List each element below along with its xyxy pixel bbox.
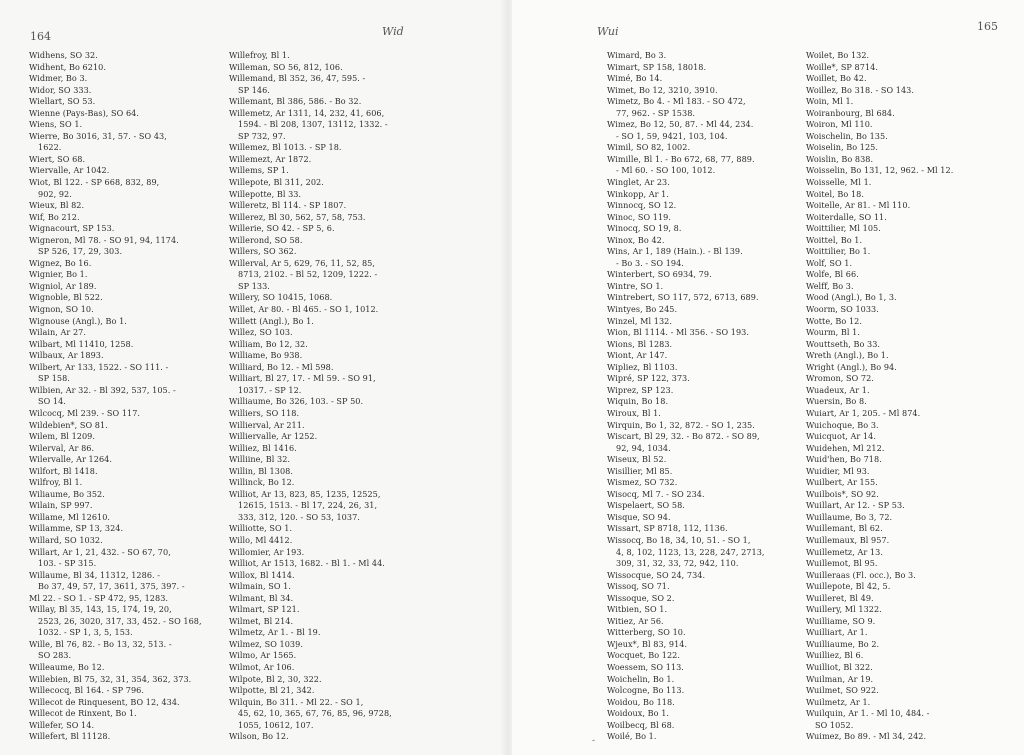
index-entry-continuation: 12615, 1513. - Bl 17, 224, 26, 31,	[238, 500, 378, 511]
index-entry-continuation: 1622.	[38, 142, 62, 153]
index-column	[229, 50, 392, 743]
index-entry: Willo, Ml 4412.	[229, 534, 293, 545]
index-entry: Wiens, SO 1.	[29, 119, 83, 130]
index-entry: Ml 22. - SO 1. - SP 472, 95, 1283.	[29, 592, 169, 603]
index-entry: Willemezt, Ar 1872.	[229, 153, 312, 164]
index-entry: Woiranbourg, Bl 684.	[806, 107, 895, 118]
index-entry: Wigneron, Ml 78. - SO 91, 94, 1174.	[29, 234, 179, 245]
index-entry: Wignacourt, SP 153.	[29, 223, 115, 234]
index-entry: Wimé, Bo 14.	[607, 73, 663, 84]
index-entry: Wissart, SP 8718, 112, 1136.	[607, 523, 728, 534]
running-head-left: Wid	[382, 25, 404, 38]
index-entry: Wintyes, Bo 245.	[607, 304, 678, 315]
index-entry: Wilquin, Bo 311. - Ml 22. - SO 1,	[229, 696, 364, 707]
index-entry: Wimetz, Bo 4. - Ml 183. - SO 472,	[607, 96, 746, 107]
index-entry: Wuilbert, Ar 155.	[806, 477, 878, 488]
index-entry: Wiprez, SP 123.	[607, 384, 674, 395]
index-entry: Wimard, Bo 3.	[607, 50, 667, 60]
index-entry: Wuid'hen, Bo 718.	[806, 454, 882, 465]
index-entry: Wilmo, Ar 1565.	[229, 650, 297, 661]
index-entry: Willecot de Rinxent, Bo 1.	[29, 708, 137, 719]
index-entry: Woidou, Bo 118.	[607, 696, 675, 707]
index-entry: Willepote, Bl 311, 202.	[229, 177, 324, 188]
index-entry: Willery, SO 10415, 1068.	[229, 292, 333, 303]
margin-mark: -	[592, 736, 596, 746]
index-entry: Williot, Ar 13, 823, 85, 1235, 12525,	[229, 488, 381, 499]
index-entry-continuation: SO 14.	[38, 396, 66, 407]
index-entry: Wromon, SO 72.	[806, 373, 874, 384]
index-entry-continuation: SP 732, 97.	[238, 130, 286, 141]
index-entry: Wilem, Bl 1209.	[29, 431, 95, 442]
index-entry: Wilcocq, Ml 239. - SO 117.	[29, 407, 141, 418]
index-entry: Willett (Angl.), Bo 1.	[229, 315, 314, 326]
index-entry: Wipré, SP 122, 373.	[607, 373, 690, 384]
left-page	[0, 0, 505, 755]
index-entry: Woittilier, Ml 105.	[806, 223, 881, 234]
index-entry: Woorm, SO 1033.	[806, 304, 879, 315]
index-entry-continuation: Bo 37, 49, 57, 17, 3611, 375, 397. -	[38, 581, 185, 592]
index-entry: Wins, Ar 1, 189 (Hain.). - Bl 139.	[607, 246, 743, 257]
index-entry: Woessem, SO 113.	[607, 661, 684, 672]
index-entry: Widmer, Bo 3.	[29, 73, 88, 84]
index-entry: Wolf, SO 1.	[806, 257, 853, 268]
index-entry-continuation: SP 133.	[238, 280, 270, 291]
index-entry: Wuillart, Ar 12. - SP 53.	[806, 500, 905, 511]
index-entry-continuation: SO 283.	[38, 650, 72, 661]
index-entry: Wuilleraas (Fl. occ.), Bo 3.	[806, 569, 916, 580]
index-entry: Willefer, SO 14.	[29, 719, 95, 730]
index-entry: Woiterdalle, SO 11.	[806, 211, 887, 222]
index-entry: Wilmez, SO 1039.	[229, 638, 303, 649]
index-entry: Wolfe, Bl 66.	[806, 269, 859, 280]
index-entry: Winzel, Ml 132.	[607, 315, 672, 326]
index-entry: Williervalle, Ar 1252.	[229, 431, 318, 442]
index-entry: Wuillemant, Bl 62.	[806, 523, 883, 534]
index-entry-continuation: - Ml 60. - SO 100, 1012.	[616, 165, 716, 176]
index-entry: Willems, SP 1.	[229, 165, 289, 176]
index-entry: Willepotte, Bl 33.	[229, 188, 302, 199]
index-entry: Wignier, Bo 1.	[29, 269, 88, 280]
index-entry: Wisocq, Ml 7. - SO 234.	[607, 488, 705, 499]
index-entry: Williotte, SO 1.	[229, 523, 293, 534]
index-entry: Wuilliame, SO 9.	[806, 615, 876, 626]
index-entry: Williart, Bl 27, 17. - Ml 59. - SO 91,	[229, 373, 376, 384]
index-entry-continuation: 309, 31, 32, 33, 72, 942, 110.	[616, 558, 739, 569]
index-entry: Woillez, Bo 318. - SO 143.	[806, 84, 914, 95]
index-entry-continuation: SP 146.	[238, 84, 270, 95]
index-entry: Wiellart, SO 53.	[29, 96, 96, 107]
index-entry-continuation: 333, 312, 120. - SO 53, 1037.	[238, 511, 360, 522]
index-entry: Widhens, SO 32.	[29, 50, 98, 60]
index-entry: Woittel, Bo 1.	[806, 234, 863, 245]
index-entry: Wolcogne, Bo 113.	[607, 685, 685, 696]
index-entry: Wilmart, SP 121.	[229, 604, 300, 615]
index-entry: Wilbaux, Ar 1893.	[29, 350, 104, 361]
index-entry: Wilbien, Ar 32. - Bl 392, 537, 105. -	[29, 384, 176, 395]
index-entry: Wilfort, Bl 1418.	[29, 465, 98, 476]
index-entry: Woislin, Bo 838.	[806, 153, 874, 164]
index-entry: Willox, Bl 1414.	[229, 569, 295, 580]
index-entry: Wuillaume, Bo 3, 72.	[806, 511, 893, 522]
index-entry: Winoc, SO 119.	[607, 211, 672, 222]
index-entry: Wilain, Ar 27.	[29, 327, 86, 338]
index-entry: Wouttseth, Bo 33.	[806, 338, 881, 349]
index-entry-continuation: SP 526, 17, 29, 303.	[38, 246, 123, 257]
running-head-right: Wui	[597, 25, 619, 38]
index-entry: Willefroy, Bl 1.	[229, 50, 290, 60]
index-entry: Witiez, Ar 56.	[607, 615, 664, 626]
index-entry-continuation: 4, 8, 102, 1123, 13, 228, 247, 2713,	[616, 546, 765, 557]
index-entry: Willerond, SO 58.	[229, 234, 303, 245]
index-entry: Wille, Bl 76, 82. - Bo 13, 32, 513. -	[29, 638, 172, 649]
index-entry: Willemetz, Ar 1311, 14, 232, 41, 606,	[229, 107, 385, 118]
index-entry: Willay, Bl 35, 143, 15, 174, 19, 20,	[29, 604, 172, 615]
index-entry: Wilpote, Bl 2, 30, 322.	[229, 673, 322, 684]
index-entry: Wuilmetz, Ar 1.	[806, 696, 871, 707]
index-entry: Willamme, SP 13, 324.	[29, 523, 124, 534]
index-entry: Wiervalle, Ar 1042.	[29, 165, 110, 176]
index-entry: Wigniol, Ar 189.	[29, 280, 97, 291]
index-entry-continuation: SP 158.	[38, 373, 70, 384]
index-entry: Wimet, Bo 12, 3210, 3910.	[607, 84, 718, 95]
index-entry: Willart, Ar 1, 21, 432. - SO 67, 70,	[29, 546, 171, 557]
index-entry: Wiert, SO 68.	[29, 153, 86, 164]
index-entry-continuation: - SO 1, 59, 9421, 103, 104.	[616, 130, 728, 141]
index-entry: Wilervalle, Ar 1264.	[29, 454, 112, 465]
index-entry: Woille*, SP 8714.	[806, 61, 878, 72]
index-entry: Wilmain, SO 1.	[229, 581, 291, 592]
index-entry: Williot, Ar 1513, 1682. - Bl 1. - Ml 44.	[229, 558, 385, 569]
index-entry: Winterbert, SO 6934, 79.	[607, 269, 712, 280]
index-entry: Wiseux, Bl 52.	[607, 454, 667, 465]
index-entry: Wourm, Bl 1.	[806, 327, 860, 338]
index-entry: Wjeux*, Bl 83, 914.	[607, 638, 688, 649]
index-entry: Willet, Ar 80. - Bl 465. - SO 1, 1012.	[229, 304, 379, 315]
index-column	[607, 50, 765, 743]
index-entry: Wirquin, Bo 1, 32, 872. - SO 1, 235.	[607, 419, 755, 430]
index-entry: Wuilleret, Bl 49.	[806, 592, 874, 603]
index-entry: Wiot, Bl 122. - SP 668, 832, 89,	[29, 177, 160, 188]
index-entry: Winglet, Ar 23.	[607, 177, 670, 188]
index-entry-continuation: 902, 92.	[38, 188, 72, 199]
index-entry: Wieux, Bl 82.	[29, 200, 85, 211]
index-entry: Wipliez, Bl 1103.	[607, 361, 678, 372]
index-entry: Wimart, SP 158, 18018.	[607, 61, 707, 72]
index-entry: Willard, SO 1032.	[29, 534, 103, 545]
index-entry: Willemant, Bl 386, 586. - Bo 32.	[229, 96, 362, 107]
right-page	[512, 0, 1024, 755]
index-entry: Wispelaert, SO 58.	[607, 500, 685, 511]
index-entry: Wilmet, Bl 214.	[229, 615, 294, 626]
index-entry: Welff, Bo 3.	[806, 280, 854, 291]
index-entry: Wisillier, Ml 85.	[607, 465, 673, 476]
index-entry-continuation: 77, 962. - SP 1538.	[616, 107, 696, 118]
index-entry: Willemand, Bl 352, 36, 47, 595. -	[229, 73, 366, 84]
index-entry: Wilmant, Bl 34.	[229, 592, 294, 603]
index-entry: Woillet, Bo 42.	[806, 73, 867, 84]
index-column	[29, 50, 202, 743]
index-entry: Woilé, Bo 1.	[607, 731, 657, 742]
index-entry: Wreth (Angl.), Bo 1.	[806, 350, 889, 361]
index-entry: Willerez, Bl 30, 562, 57, 58, 753.	[229, 211, 366, 222]
index-entry: Wissoque, SO 2.	[607, 592, 675, 603]
index-entry: Willin, Bl 1308.	[229, 465, 293, 476]
index-entry: Willierval, Ar 211.	[229, 419, 305, 430]
index-entry: Willerie, SO 42. - SP 5, 6.	[229, 223, 335, 234]
index-entry: Wuiart, Ar 1, 205. - Ml 874.	[806, 407, 921, 418]
index-entry: Woilbecq, Bl 68.	[607, 719, 675, 730]
index-entry: Woin, Ml 1.	[806, 96, 854, 107]
index-entry: Wuilliaume, Bo 2.	[806, 638, 880, 649]
index-entry: Wilmot, Ar 106.	[229, 661, 295, 672]
index-entry: Woiron, Ml 110.	[806, 119, 873, 130]
index-entry: Wotte, Bo 12.	[806, 315, 862, 326]
index-entry: Willeman, SO 56, 812, 106.	[229, 61, 343, 72]
index-entry: Wuadeux, Ar 1.	[806, 384, 870, 395]
index-entry: Wuilliart, Ar 1.	[806, 627, 868, 638]
index-entry: Witbien, SO 1.	[607, 604, 668, 615]
index-entry: Wildebien*, SO 81.	[29, 419, 108, 430]
index-entry: Willaume, Bl 34, 11312, 1286. -	[29, 569, 161, 580]
index-entry: Witterberg, SO 10.	[607, 627, 686, 638]
index-entry: Willemez, Bl 1013. - SP 18.	[229, 142, 342, 153]
index-entry: Wocquet, Bo 122.	[607, 650, 680, 661]
index-entry: Woitelle, Ar 81. - Ml 110.	[806, 200, 911, 211]
index-entry: Willomier, Ar 193.	[229, 546, 305, 557]
index-entry: Wright (Angl.), Bo 94.	[806, 361, 897, 372]
index-entry-continuation: - Bo 3. - SO 194.	[616, 257, 684, 268]
index-entry: Wuillepote, Bl 42, 5.	[806, 581, 891, 592]
index-entry: Woilet, Bo 132.	[806, 50, 870, 60]
index-entry: Willinck, Bo 12.	[229, 477, 295, 488]
index-entry: Willefert, Bl 11128.	[29, 731, 111, 742]
index-entry: Woisselle, Ml 1.	[806, 177, 872, 188]
index-entry: Willecot de Rinquesent, BO 12, 434.	[29, 696, 180, 707]
index-entry: Wion, Bl 1114. - Ml 356. - SO 193.	[607, 327, 749, 338]
index-entry: Wuillemaux, Bl 957.	[806, 534, 890, 545]
index-entry: Willebien, Bl 75, 32, 31, 354, 362, 373.	[29, 673, 192, 684]
index-entry: Wuilliot, Bl 322.	[806, 661, 873, 672]
index-entry: Wuilliez, Bl 6.	[806, 650, 864, 661]
index-entry: Williez, Bl 1416.	[229, 442, 297, 453]
index-entry: Wuilmet, SO 922.	[806, 685, 879, 696]
page-number-left: 164	[30, 30, 51, 43]
index-entry: Woischelin, Bo 135.	[806, 130, 888, 141]
index-entry: Willeretz, Bl 114. - SP 1807.	[229, 200, 347, 211]
index-entry: Wissocq, Bo 18, 34, 10, 51. - SO 1,	[607, 534, 751, 545]
index-entry: Woidoux, Bo 1.	[607, 708, 670, 719]
index-entry: Wuidier, Ml 93.	[806, 465, 870, 476]
index-entry-continuation: 8713, 2102. - Bl 52, 1209, 1222. -	[238, 269, 378, 280]
index-entry: Wisque, SO 94.	[607, 511, 671, 522]
index-entry: Wimez, Bo 12, 50, 87. - Ml 44, 234.	[607, 119, 754, 130]
index-entry: Wiroux, Bl 1.	[607, 407, 661, 418]
index-entry: Winox, Bo 42.	[607, 234, 665, 245]
index-entry: Woisselin, Bo 131, 12, 962. - Ml 12.	[806, 165, 954, 176]
index-entry-continuation: 10317. - SP 12.	[238, 384, 302, 395]
index-entry: Wiont, Ar 147.	[607, 350, 668, 361]
index-entry: Wignouse (Angl.), Bo 1.	[29, 315, 127, 326]
index-entry: Woitel, Bo 18.	[806, 188, 864, 199]
index-entry: Wuichoque, Bo 3.	[806, 419, 879, 430]
index-entry: Wignez, Bo 16.	[29, 257, 92, 268]
index-entry: Willez, SO 103.	[229, 327, 293, 338]
index-entry: Winnocq, SO 12.	[607, 200, 677, 211]
index-entry: Wintre, SO 1.	[607, 280, 664, 291]
index-entry: Wimille, Bl 1. - Bo 672, 68, 77, 889.	[607, 153, 755, 164]
index-entry-continuation: 45, 62, 10, 365, 67, 76, 85, 96, 9728,	[238, 708, 392, 719]
index-entry: Winocq, SO 19, 8.	[607, 223, 682, 234]
index-entry: Wilfroy, Bl 1.	[29, 477, 83, 488]
index-entry-continuation: 103. - SP 315.	[38, 558, 97, 569]
index-entry: Wilmetz, Ar 1. - Bl 19.	[229, 627, 321, 638]
index-entry: Widhent, Bo 6210.	[29, 61, 106, 72]
index-column	[806, 50, 953, 743]
index-entry-continuation: 1594. - Bl 208, 1307, 13112, 1332. -	[238, 119, 388, 130]
index-entry: Wuillery, Ml 1322.	[806, 604, 882, 615]
index-entry: Wienne (Pays-Bas), SO 64.	[29, 107, 139, 118]
index-entry: Wuillemot, Bl 95.	[806, 558, 878, 569]
index-entry: Wood (Angl.), Bo 1, 3.	[806, 292, 897, 303]
index-entry: Williine, Bl 32.	[229, 454, 291, 465]
index-entry: Wignon, SO 10.	[29, 304, 94, 315]
index-entry: Willeaume, Bo 12.	[29, 661, 105, 672]
index-entry: Wilbert, Ar 133, 1522. - SO 111. -	[29, 361, 169, 372]
index-entry: Williaume, Bo 326, 103. - SP 50.	[229, 396, 364, 407]
index-entry: Wismez, SO 732.	[607, 477, 678, 488]
index-entry: Wilain, SP 997.	[29, 500, 93, 511]
index-entry: Wierre, Bo 3016, 31, 57. - SO 43,	[29, 130, 167, 141]
index-entry: Wissoq, SO 71.	[607, 581, 670, 592]
page-number-right: 165	[977, 20, 998, 33]
index-entry-continuation: SO 1052.	[815, 719, 854, 730]
index-entry: Wuersin, Bo 8.	[806, 396, 867, 407]
index-entry-continuation: 2523, 26, 3020, 317, 33, 452. - SO 168,	[38, 615, 202, 626]
index-entry: Williard, Bo 12. - Ml 598.	[229, 361, 334, 372]
index-entry: Willers, SO 362.	[229, 246, 297, 257]
index-entry: Wuimez, Bo 89. - Ml 34, 242.	[806, 731, 927, 742]
index-entry: Woiselin, Bo 125.	[806, 142, 878, 153]
index-entry: Wuilman, Ar 19.	[806, 673, 874, 684]
index-entry: Widor, SO 333.	[29, 84, 92, 95]
index-entry: Wimil, SO 82, 1002.	[607, 142, 691, 153]
index-entry: William, Bo 12, 32.	[229, 338, 308, 349]
index-entry: Woittilier, Bo 1.	[806, 246, 871, 257]
index-entry: Wiquin, Bo 18.	[607, 396, 669, 407]
index-entry: Wilerval, Ar 86.	[29, 442, 95, 453]
index-entry: Wuidehen, Ml 212.	[806, 442, 885, 453]
index-entry-continuation: 1032. - SP 1, 3, 5, 153.	[38, 627, 133, 638]
index-entry: Willame, Ml 12610.	[29, 511, 111, 522]
index-entry: Willecocq, Bl 164. - SP 796.	[29, 685, 144, 696]
index-entry: Wiscart, Bl 29, 32. - Bo 872. - SO 89,	[607, 431, 760, 442]
index-entry: Wuillemetz, Ar 13.	[806, 546, 883, 557]
index-entry: Wif, Bo 212.	[29, 211, 80, 222]
index-entry: Wuilquin, Ar 1. - Ml 10, 484. -	[806, 708, 930, 719]
index-entry: Winkopp, Ar 1.	[607, 188, 669, 199]
index-entry: Wilson, Bo 12.	[229, 731, 289, 742]
index-entry-continuation: 92, 94, 1034.	[616, 442, 671, 453]
index-entry-continuation: 1055, 10612, 107.	[238, 719, 314, 730]
index-entry: Wintrebert, SO 117, 572, 6713, 689.	[607, 292, 759, 303]
index-entry: Wilpotte, Bl 21, 342.	[229, 685, 315, 696]
index-entry: Wuilbois*, SO 92.	[806, 488, 879, 499]
index-entry: Williers, SO 118.	[229, 407, 300, 418]
index-entry: Wilbart, Ml 11410, 1258.	[29, 338, 134, 349]
index-entry: Woichelin, Bo 1.	[607, 673, 675, 684]
index-entry: Wignoble, Bl 522.	[29, 292, 103, 303]
index-entry: Wissocque, SO 24, 734.	[607, 569, 706, 580]
index-entry: Wions, Bl 1283.	[607, 338, 673, 349]
index-entry: Williame, Bo 938.	[229, 350, 303, 361]
index-entry: Willerval, Ar 5, 629, 76, 11, 52, 85,	[229, 257, 375, 268]
index-entry: Wuicquot, Ar 14.	[806, 431, 876, 442]
index-entry: Wiliaume, Bo 352.	[29, 488, 105, 499]
